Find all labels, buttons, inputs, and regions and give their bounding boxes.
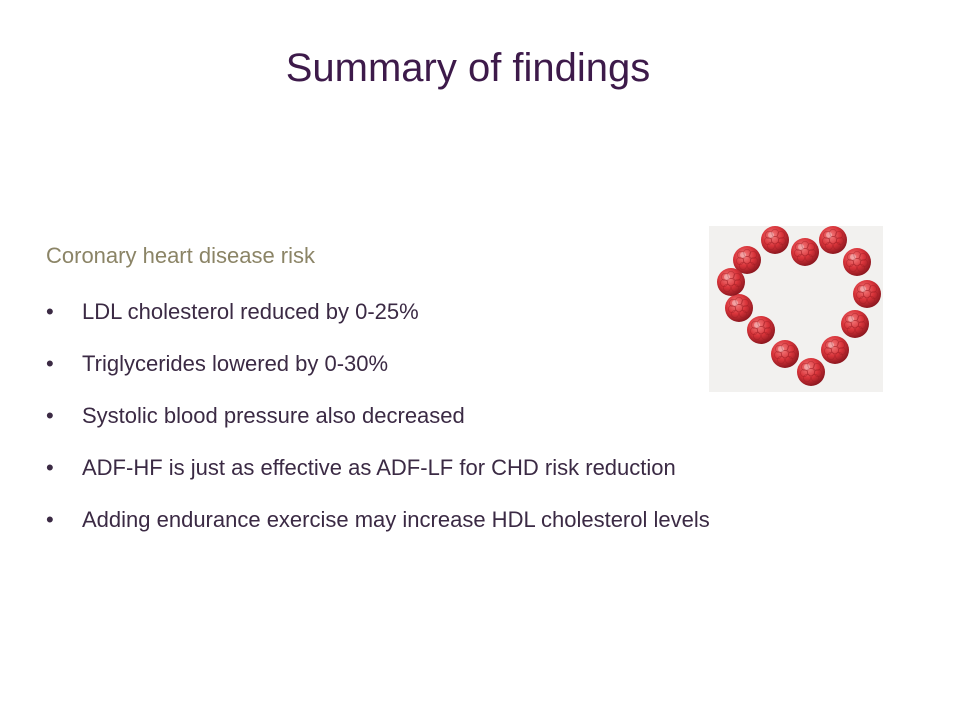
bullet-text: LDL cholesterol reduced by 0-25% <box>82 299 419 324</box>
bullet-text: ADF-HF is just as effective as ADF-LF for CHD risk reduction <box>82 455 676 480</box>
section-subheading: Coronary heart disease risk <box>46 243 316 268</box>
bullet-item <box>46 442 926 494</box>
slide-title: Summary of findings <box>285 46 651 90</box>
bullet-list <box>46 286 926 546</box>
bullet-item <box>46 494 926 546</box>
bullet-glyph: • <box>46 507 54 532</box>
bullet-item <box>46 338 926 390</box>
bullet-text: Adding endurance exercise may increase HDL cholesterol levels <box>82 507 710 532</box>
bullet-glyph: • <box>46 351 54 376</box>
bullet-glyph: • <box>46 299 54 324</box>
bullet-text: Triglycerides lowered by 0-30% <box>82 351 389 376</box>
bullet-glyph: • <box>46 403 54 428</box>
slide-content <box>46 234 926 546</box>
bullet-item <box>46 390 926 442</box>
bullet-text: Systolic blood pressure also decreased <box>82 403 465 428</box>
bullet-item <box>46 286 926 338</box>
bullet-glyph: • <box>46 455 54 480</box>
